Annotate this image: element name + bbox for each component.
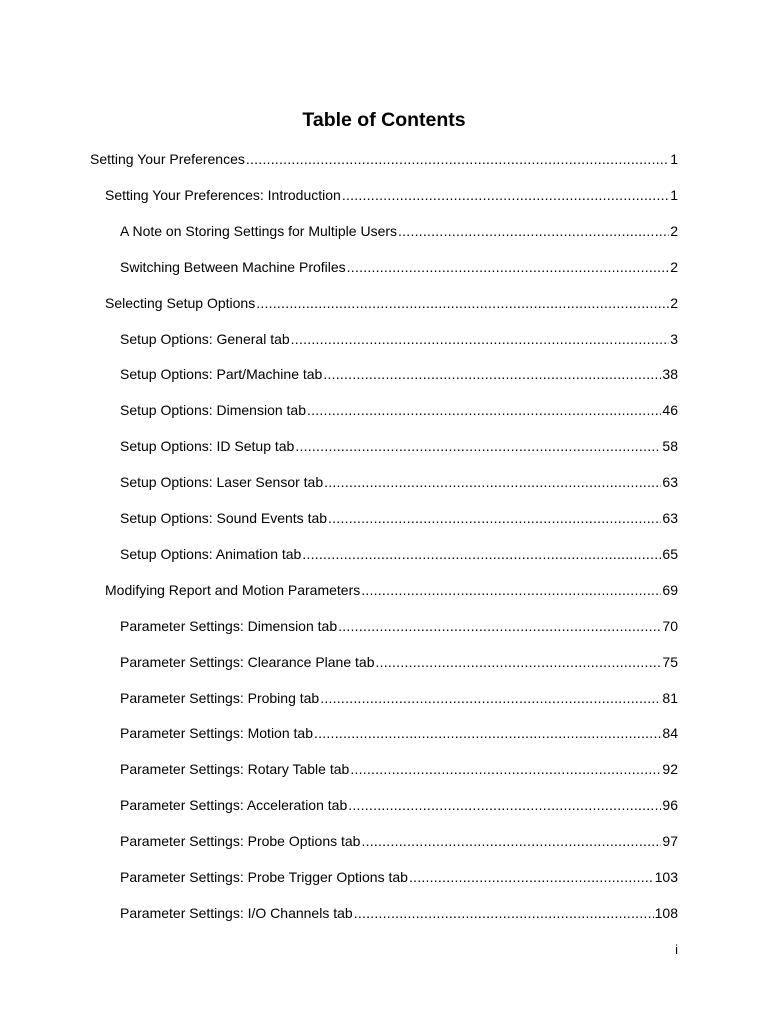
toc-entry[interactable] bbox=[120, 256, 678, 278]
dot-leader bbox=[302, 543, 661, 565]
dot-leader bbox=[409, 866, 654, 888]
toc-entry-title: Parameter Settings: Dimension tab bbox=[120, 617, 338, 634]
toc-entry-title: Parameter Settings: Rotary Table tab bbox=[120, 761, 350, 778]
toc-entry[interactable] bbox=[120, 651, 678, 673]
toc-entry[interactable] bbox=[120, 543, 678, 565]
toc-entry-title: Parameter Settings: Probing tab bbox=[120, 689, 320, 706]
toc-entry-title: Setup Options: Dimension tab bbox=[120, 402, 306, 419]
toc-entry-page: 3 bbox=[670, 330, 678, 347]
toc-entry[interactable] bbox=[120, 794, 678, 816]
dot-leader bbox=[350, 758, 661, 780]
toc-entry-title: Switching Between Machine Profiles bbox=[120, 258, 346, 275]
dot-leader bbox=[246, 148, 669, 170]
dot-leader bbox=[338, 615, 661, 637]
toc-entry-title: Parameter Settings: Probe Options tab bbox=[120, 833, 361, 850]
dot-leader bbox=[295, 435, 661, 457]
toc-entry-title: Modifying Report and Motion Parameters bbox=[105, 581, 361, 598]
dot-leader bbox=[328, 507, 661, 529]
dot-leader bbox=[323, 363, 661, 385]
toc-entry[interactable] bbox=[120, 220, 678, 242]
toc-entry-title: Setup Options: General tab bbox=[120, 330, 290, 347]
toc-entry-page: 46 bbox=[662, 402, 678, 419]
toc-entry[interactable] bbox=[120, 615, 678, 637]
dot-leader bbox=[342, 184, 669, 206]
toc-entry[interactable] bbox=[120, 471, 678, 493]
dot-leader bbox=[256, 292, 669, 314]
page-number: i bbox=[675, 942, 678, 957]
dot-leader bbox=[291, 328, 670, 350]
toc-entry[interactable] bbox=[105, 292, 678, 314]
toc-entry-page: 75 bbox=[662, 653, 678, 670]
page-title: Table of Contents bbox=[302, 109, 466, 131]
toc-entry[interactable] bbox=[120, 507, 678, 529]
toc-entry-title: A Note on Storing Settings for Multiple Users bbox=[120, 222, 398, 239]
toc-entry[interactable] bbox=[120, 363, 678, 385]
toc-entry-title: Setting Your Preferences bbox=[90, 151, 245, 167]
toc-entry[interactable] bbox=[120, 866, 678, 888]
dot-leader bbox=[348, 794, 661, 816]
toc-entry-page: 92 bbox=[662, 761, 678, 778]
toc-entry-title: Parameter Settings: Clearance Plane tab bbox=[120, 653, 375, 670]
toc-entry-page: 70 bbox=[662, 617, 678, 634]
toc-entry-page: 2 bbox=[670, 258, 678, 275]
toc-entry-title: Setup Options: Part/Machine tab bbox=[120, 366, 323, 383]
dot-leader bbox=[354, 902, 654, 924]
toc-entry[interactable] bbox=[105, 184, 678, 206]
toc-entry[interactable] bbox=[120, 902, 678, 924]
toc-entry[interactable] bbox=[120, 328, 678, 350]
dot-leader bbox=[347, 256, 670, 278]
dot-leader bbox=[361, 830, 661, 852]
toc-entry-page: 103 bbox=[654, 869, 678, 885]
toc-entry-title: Setting Your Preferences: Introduction bbox=[105, 186, 341, 203]
toc-entry[interactable] bbox=[120, 687, 678, 709]
dot-leader bbox=[320, 687, 661, 709]
toc-entry-page: 69 bbox=[662, 581, 678, 598]
toc-entry-page: 2 bbox=[670, 294, 678, 311]
toc-entry[interactable] bbox=[120, 399, 678, 421]
toc-entry[interactable] bbox=[105, 579, 678, 601]
toc-entry-title: Setup Options: Sound Events tab bbox=[120, 510, 328, 526]
toc-entry-page: 63 bbox=[662, 510, 678, 526]
toc-entry-title: Setup Options: Laser Sensor tab bbox=[120, 474, 324, 491]
toc-entry-title: Setup Options: ID Setup tab bbox=[120, 438, 295, 455]
toc-entry-page: 1 bbox=[670, 151, 678, 167]
toc-entry[interactable] bbox=[120, 758, 678, 780]
dot-leader bbox=[324, 471, 661, 493]
toc-entry-page: 38 bbox=[662, 366, 678, 383]
dot-leader bbox=[398, 220, 669, 242]
dot-leader bbox=[361, 579, 661, 601]
toc-entry-title: Setup Options: Animation tab bbox=[120, 545, 302, 562]
toc-entry-page: 58 bbox=[662, 438, 678, 455]
toc-entry[interactable] bbox=[120, 830, 678, 852]
toc-entry-page: 84 bbox=[662, 725, 678, 742]
toc-entry-page: 96 bbox=[662, 797, 678, 814]
toc-entry-title: Parameter Settings: I/O Channels tab bbox=[120, 904, 353, 921]
toc-entry-page: 1 bbox=[670, 186, 678, 203]
toc-entry[interactable] bbox=[90, 148, 678, 170]
dot-leader bbox=[314, 722, 661, 744]
toc-entry-page: 2 bbox=[670, 222, 678, 239]
toc-entry-title: Parameter Settings: Probe Trigger Options tab bbox=[120, 869, 408, 885]
toc-entry-page: 81 bbox=[662, 689, 678, 706]
toc-entry-title: Parameter Settings: Motion tab bbox=[120, 725, 313, 742]
dot-leader bbox=[307, 399, 661, 421]
toc-entry-page: 97 bbox=[662, 833, 678, 850]
toc-entry-page: 108 bbox=[654, 904, 678, 921]
toc-entry-page: 65 bbox=[662, 545, 678, 562]
toc-entry-title: Parameter Settings: Acceleration tab bbox=[120, 797, 348, 814]
dot-leader bbox=[375, 651, 661, 673]
toc-entry[interactable] bbox=[120, 722, 678, 744]
toc-entry-page: 63 bbox=[662, 474, 678, 491]
toc-entry-title: Selecting Setup Options bbox=[105, 294, 256, 311]
toc-entry[interactable] bbox=[120, 435, 678, 457]
